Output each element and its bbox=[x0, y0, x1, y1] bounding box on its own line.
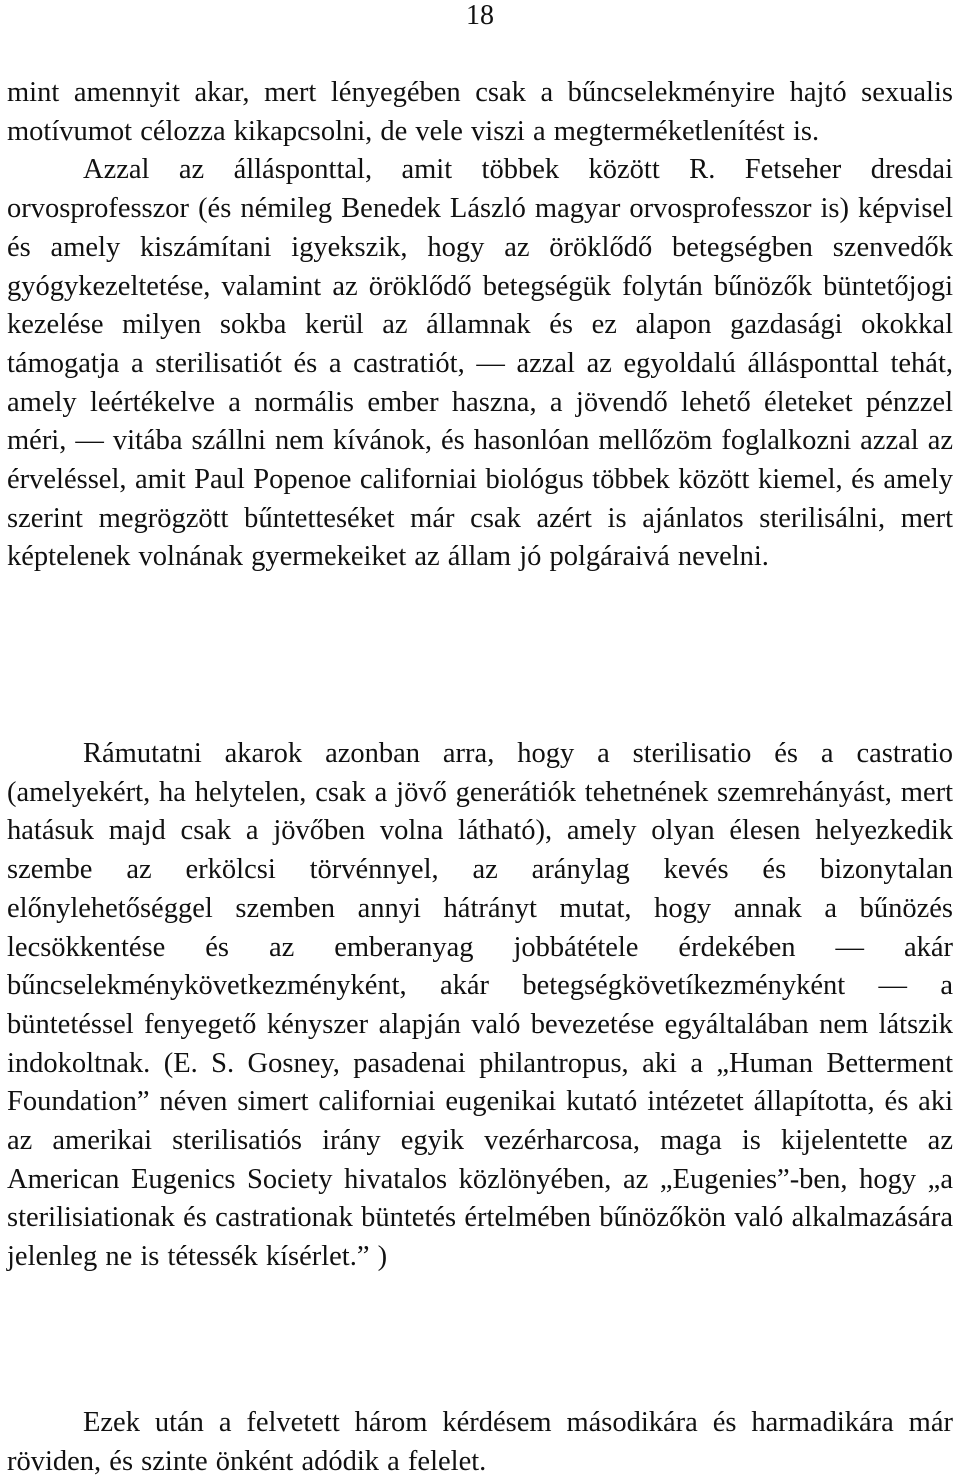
text-block-middle bbox=[7, 735, 953, 1277]
paragraph-conclusion: Ezek után a felvetett három kérdésem másodikára és harmadikára már röviden, és szinte önként adódik a felelet. bbox=[7, 1407, 953, 1477]
text-block-top bbox=[7, 74, 953, 577]
paragraph-continuation: mint amennyit akar, mert lényegében csak a bűncselekményire hajtó sexualis motívumot célozza kikapcsolni, de vele viszi a megterméketlenítést is. bbox=[7, 77, 953, 147]
text-block-bottom bbox=[7, 1404, 953, 1481]
paragraph-stance: Azzal az állásponttal, amit többek között R. Fetseher dresdai orvosprofesszor (és némileg Benedek László magyar orvosprofesszor is) képvisel és amely kiszámítani igyekszik, hogy az öröklődő betegségben szenvedők gyógykezeltetése, valamint az öröklődő betegségük folytán bűnözők büntetőjogi kezelése milyen sokba kerül az államnak és ez alapon gazdasági okokkal támogatja a sterilisatiót és a castratiót, — azzal az egyoldalú állásponttal tehát, amely leértékelve a normális ember haszna, a jövendő lehető életeket pénzzel méri, — vitába szállni nem kívánok, és hasonlóan mellőzöm foglalkozni azzal az érveléssel, amit Paul Popenoe californiai biológus többek között kiemel, és amely szerint megrögzött bűntetteséket már csak azért is ajánlatos sterilisálni, mert képtelenek volnának gyermekeiket az állam jó polgáraivá nevelni. bbox=[7, 154, 953, 573]
paragraph-argument: Rámutatni akarok azonban arra, hogy a sterilisatio és a castratio (amelyekért, ha helytelen, csak a jövő generátiók tehetnének szemrehányást, mert hatásuk majd csak a jövőben volna látható), amely olyan élesen helyezkedik szembe az erkölcsi törvénnyel, az aránylag kevés és bizonytalan előnylehetőséggel szemben annyi hátrányt mutat, hogy annak a bűnözés lecsökkentése és az emberanyag jobbátétele érdekében — akár bűncselekménykövetkezményként, akár betegségkövetíkezményként — a büntetéssel fenyegető kényszer alapján való bevezetése egyáltalában nem látszik indokoltnak. (E. S. Gosney, pasadenai philantropus, aki a „Human Betterment Foundation” néven simert californiai eugenikai kutató intézetet állapította, és aki az amerikai sterilisatiós irány egyik vezérharcosa, maga is kijelentette az American Eugenics Society hivatalos közlönyében, az „Eugenies”-ben, hogy „a sterilisiationak és castrationak büntetés értelmében bűnözőkön való alkalmazására jelenleg ne is tétessék kísérlet.” ) bbox=[7, 738, 953, 1273]
page-number: 18 bbox=[466, 0, 494, 31]
